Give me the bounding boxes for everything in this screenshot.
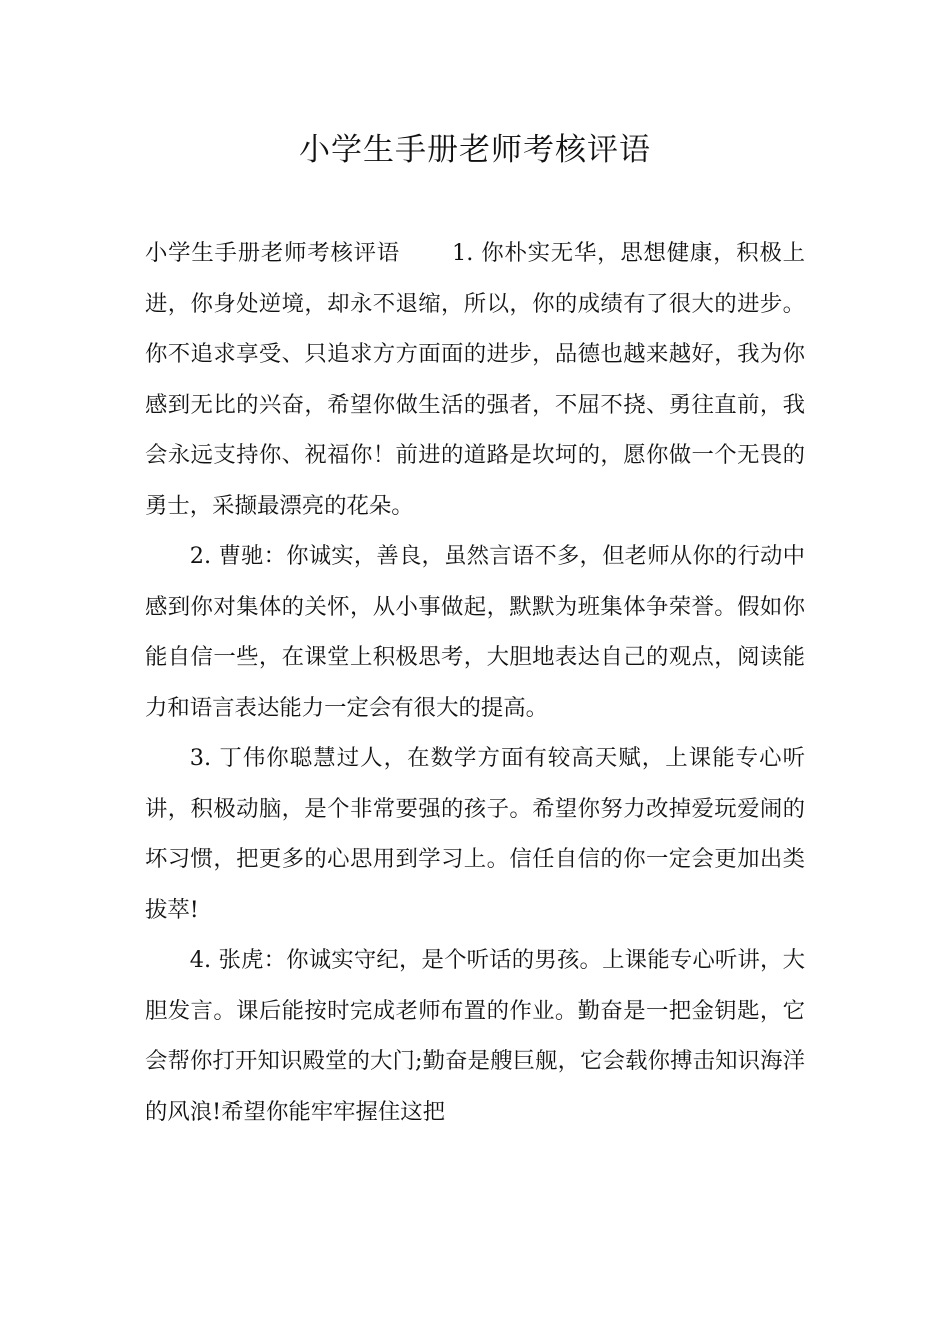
paragraph-1 — [145, 228, 805, 531]
document-title: 小学生手册老师考核评语 — [299, 132, 651, 168]
intro-heading: 小学生手册老师考核评语 — [145, 240, 400, 266]
paragraph-2: 2. 曹驰：你诚实，善良，虽然言语不多，但老师从你的行动中感到你对集体的关怀，从小事做起，默默为班集体争荣誉。假如你能自信一些，在课堂上积极思考，大胆地表达自己的观点，阅读能力和语言表达能力一定会有很大的提高。 — [145, 543, 805, 721]
paragraph-3: 3. 丁伟你聪慧过人，在数学方面有较高天赋，上课能专心听讲，积极动脑，是个非常要强的孩子。希望你努力改掉爱玩爱闹的坏习惯，把更多的心思用到学习上。信任自信的你一定会更加出类拔萃! — [145, 745, 805, 923]
paragraph-1-text: 1. 你朴实无华，思想健康，积极上进，你身处逆境，却永不退缩，所以，你的成绩有了很大的进步。你不追求享受、只追求方方面面的进步，品德也越来越好，我为你感到无比的兴奋，希望你做生活的强者，不屈不挠、勇往直前，我会永远支持你、祝福你！前进的道路是坎坷的，愿你做一个无畏的勇士，采撷最漂亮的花朵。 — [145, 240, 806, 519]
paragraph-4: 4. 张虎：你诚实守纪，是个听话的男孩。上课能专心听讲，大胆发言。课后能按时完成老师布置的作业。勤奋是一把金钥匙，它会帮你打开知识殿堂的大门;勤奋是艘巨舰，它会载你搏击知识海洋的风浪!希望你能牢牢握住这把 — [145, 947, 805, 1125]
document-body — [145, 228, 805, 1137]
